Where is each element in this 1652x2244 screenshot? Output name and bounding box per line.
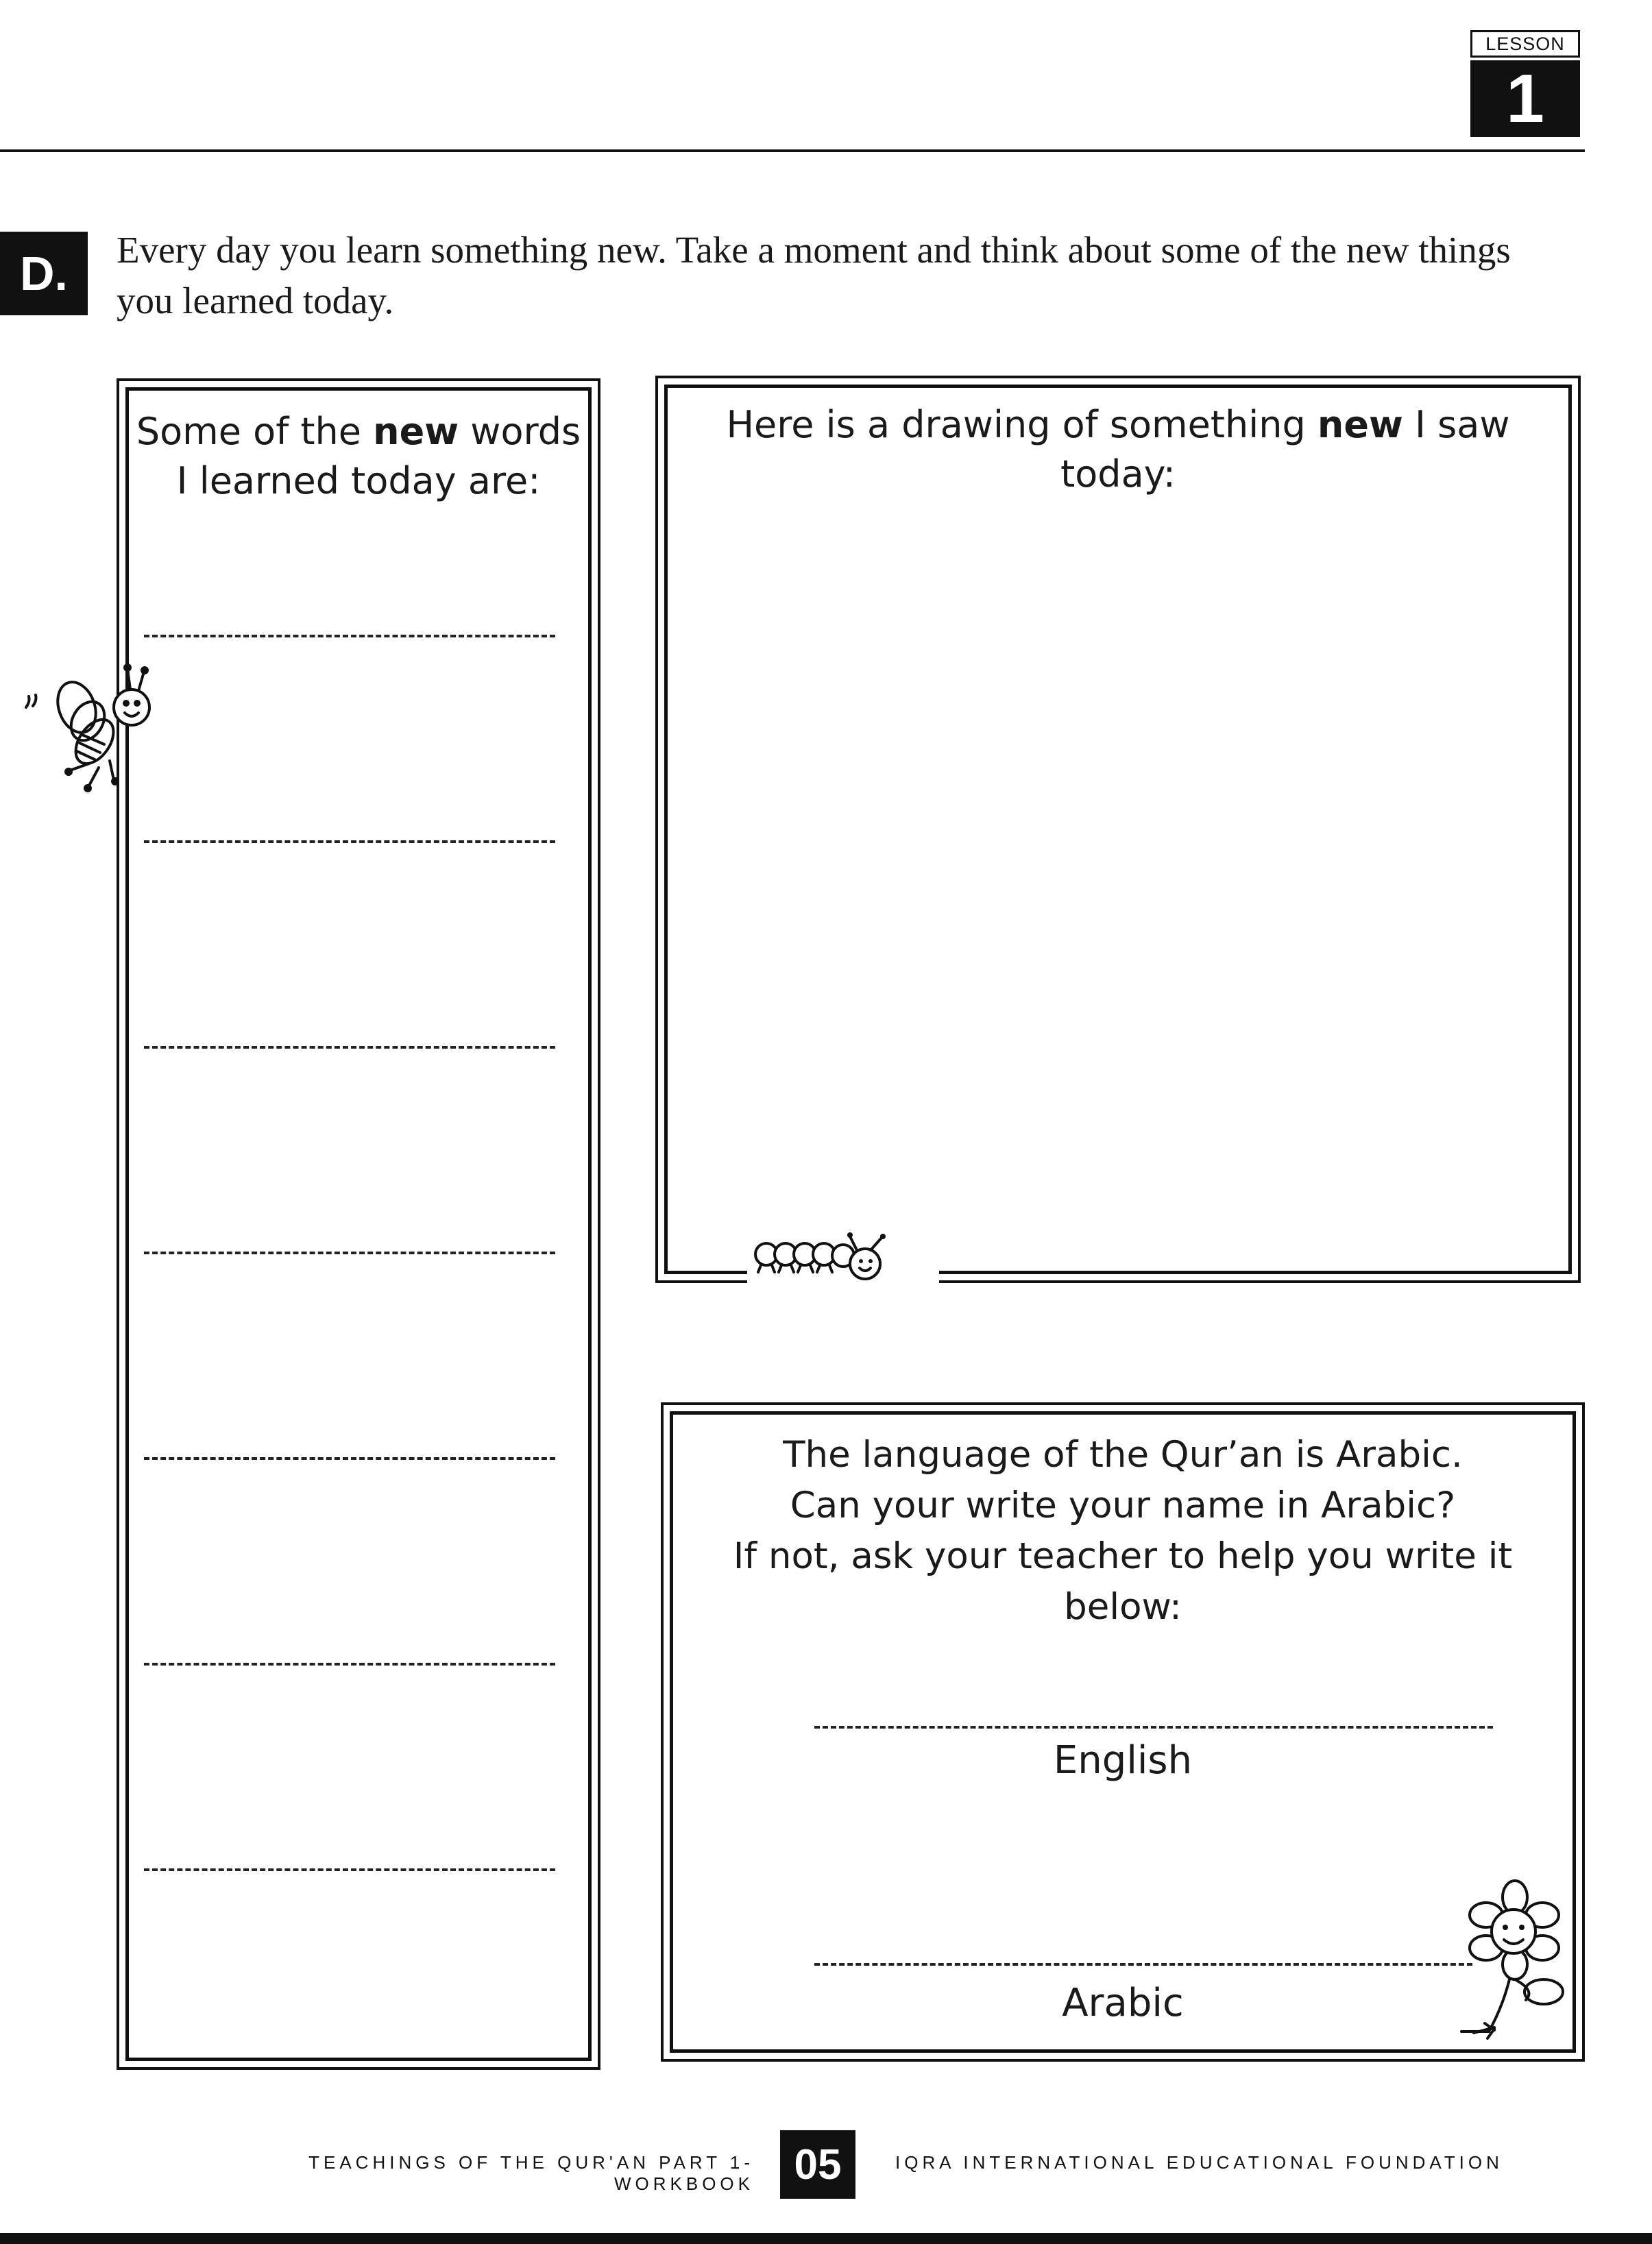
word-writing-line-7[interactable] [144, 1868, 555, 1871]
english-name-line[interactable] [814, 1726, 1493, 1729]
new-words-box [117, 378, 600, 2070]
drawing-area[interactable] [664, 385, 1572, 1274]
lesson-number: 1 [1470, 60, 1580, 137]
word-writing-line-3[interactable] [144, 1046, 555, 1049]
word-writing-line-6[interactable] [144, 1663, 555, 1666]
bottom-edge [0, 2233, 1652, 2244]
english-label: English [1053, 1738, 1193, 1783]
instruction-line: The language of the Qur’an is Arabic. [783, 1434, 1463, 1476]
title-text: Some of the [136, 410, 374, 453]
footer-book-title: TEACHINGS OF THE QUR'AN PART 1- WORKBOOK [308, 2152, 754, 2194]
title-text: I saw today: [1060, 403, 1510, 496]
section-letter-badge: D. [0, 232, 88, 315]
bee-illustration [14, 658, 165, 795]
lesson-badge [1470, 30, 1580, 137]
title-text: words [459, 410, 581, 453]
word-writing-line-4[interactable] [144, 1252, 555, 1254]
flower-illustration [1446, 1877, 1577, 2048]
lesson-label: LESSON [1470, 30, 1580, 58]
arabic-label: Arabic [1062, 1981, 1184, 2025]
drawing-box-title [668, 400, 1568, 499]
section-instruction: Every day you learn something new. Take a moment and think about some of the new things you learned today. [117, 229, 1511, 321]
page-number: 05 [780, 2130, 855, 2199]
title-emphasis: new [1317, 403, 1403, 446]
instruction-line: If not, ask your teacher to help you write it below: [733, 1535, 1513, 1628]
title-text: I learned today are: [176, 459, 541, 502]
word-writing-line-5[interactable] [144, 1457, 555, 1460]
arabic-box-instructions [673, 1430, 1572, 1633]
word-writing-line-2[interactable] [144, 840, 555, 843]
footer-publisher: IQRA INTERNATIONAL EDUCATIONAL FOUNDATION [895, 2152, 1503, 2173]
arabic-name-line[interactable] [814, 1963, 1472, 1966]
instruction-line: Can your write your name in Arabic? [790, 1485, 1456, 1526]
title-emphasis: new [373, 410, 459, 453]
title-text: Here is a drawing of something [726, 403, 1317, 446]
header-divider [0, 149, 1585, 152]
new-words-title [129, 407, 588, 506]
word-writing-line-1[interactable] [144, 635, 555, 637]
caterpillar-illustration [747, 1227, 939, 1289]
drawing-box [655, 376, 1581, 1283]
